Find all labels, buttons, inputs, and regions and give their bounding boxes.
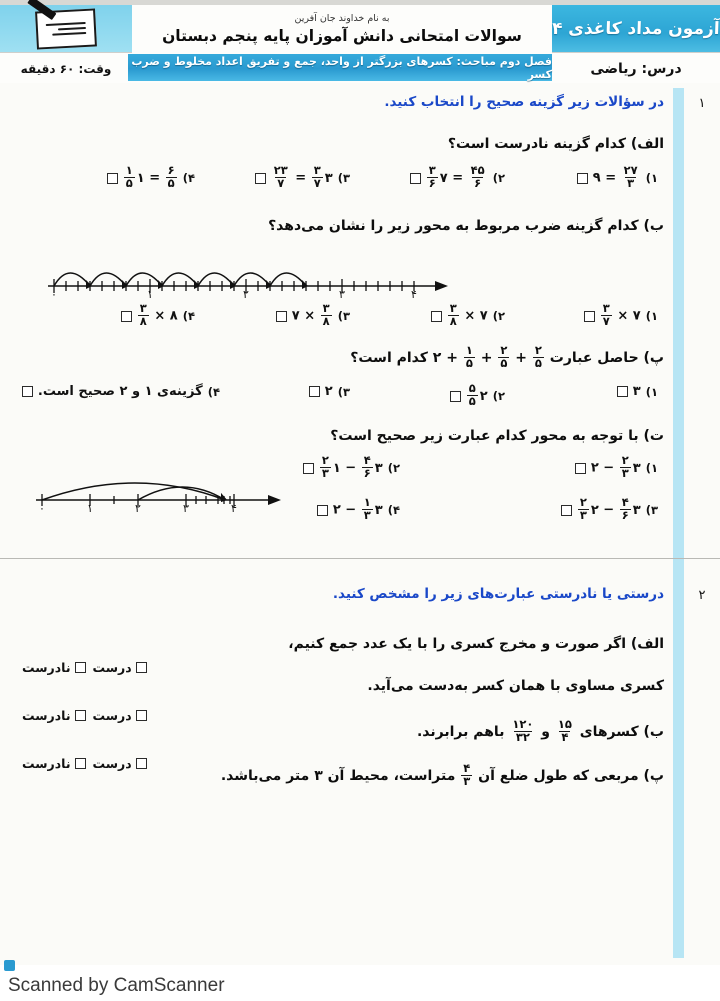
q1-part-b-label: ب) کدام گزینه ضرب مربوط به محور زیر را نشان می‌دهد؟ — [268, 218, 664, 234]
q2c-false-option[interactable] — [22, 756, 86, 771]
q2a-true-option[interactable] — [93, 660, 147, 675]
q1a-option-1-expr: $\frac{۲۷}{۳}$ = ۹ — [592, 163, 638, 190]
q1a-option-4-num: ۴) — [182, 171, 195, 185]
q1a-option-1-checkbox[interactable] — [577, 173, 588, 184]
q1a-option-2-num: ۲) — [492, 171, 505, 185]
q1b-option-4[interactable] — [121, 301, 195, 328]
q1b-option-3-num: ۳) — [337, 309, 350, 323]
q1c-option-1-num: ۱) — [645, 384, 658, 399]
q1b-option-2-checkbox[interactable] — [431, 311, 442, 322]
q1-part-d-label: ت) با توجه به محور کدام عبارت زیر صحیح است؟ — [330, 428, 664, 444]
numline1-tick-4: ۴ — [411, 288, 417, 298]
numline2-tick-1: ۱ — [87, 502, 93, 512]
q1c-option-2[interactable] — [450, 381, 505, 408]
q1a-option-3-checkbox[interactable] — [255, 173, 266, 184]
q2-part-a-truefalse — [22, 660, 147, 675]
q1d-option-2-expr: ۳ $\frac{۴}{۶}$ − ۱ $\frac{۲}{۳}$ — [321, 453, 383, 480]
q1a-option-3-num: ۳) — [337, 171, 350, 185]
numline1-tick-2: ۲ — [243, 288, 249, 298]
q1c-option-2-num: ۲) — [492, 389, 505, 403]
q1d-option-2-num: ۲) — [387, 461, 400, 475]
numline2-tick-4: ۴ — [231, 502, 237, 512]
q1a-option-4-checkbox[interactable] — [107, 173, 118, 184]
q2b-text-left: باهم برابرند. — [416, 724, 505, 740]
q1c-option-1-checkbox[interactable] — [617, 386, 628, 397]
q1a-option-3-expr: ۳ $\frac{۳}{۷}$ = $\frac{۲۳}{۷}$ — [273, 163, 333, 190]
q2c-true-checkbox[interactable] — [136, 758, 147, 769]
q2b-false-option[interactable] — [22, 708, 86, 723]
q1d-option-2[interactable] — [303, 453, 400, 480]
q2-part-b-truefalse — [22, 708, 147, 723]
q2a-false-checkbox[interactable] — [75, 662, 86, 673]
q2b-conjunction: و — [541, 724, 550, 740]
q1b-option-2-expr: ۷ × $\frac{۳}{۸}$ — [449, 301, 488, 328]
q1c-expression: $\frac{۲}{۵}$ + $\frac{۲}{۵}$ + $\frac{۱}{۵}$ + ۲ — [427, 343, 542, 370]
q1b-option-3-expr: $\frac{۳}{۸}$ × ۷ — [291, 301, 330, 328]
q2b-fraction-1: $\frac{۱۵}{۴}$ — [557, 717, 572, 744]
q1d-option-4[interactable] — [317, 495, 400, 522]
q1d-option-1-expr: ۳ $\frac{۲}{۳}$ − ۲ — [590, 453, 641, 480]
q2-part-a-line2: کسری مساوی با همان کسر به‌دست می‌آید. — [367, 678, 664, 694]
questions-area — [0, 88, 720, 958]
q1a-option-2[interactable] — [410, 163, 505, 190]
question-number-2: ۲ — [698, 588, 706, 603]
page-title: سوالات امتحانی دانش آموزان پایه پنجم دبستان — [162, 26, 522, 45]
q2b-fraction-2: $\frac{۱۲۰}{۳۲}$ — [512, 717, 534, 744]
q1a-option-2-expr: $\frac{۴۵}{۶}$ = ۷ $\frac{۳}{۶}$ — [428, 163, 485, 190]
q1b-option-3[interactable] — [276, 301, 350, 328]
q1a-option-3[interactable] — [255, 163, 350, 190]
q2-part-c-truefalse — [22, 756, 147, 771]
q2c-fraction: $\frac{۴}{۳}$ — [463, 761, 471, 788]
q1b-option-4-num: ۴) — [182, 309, 195, 323]
q1c-option-3-expr: ۲ — [324, 384, 333, 399]
numline2-tick-3: ۳ — [183, 502, 189, 512]
q2-part-a-line1: الف) اگر صورت و مخرج کسری را با یک عدد جمع کنیم، — [288, 636, 664, 652]
exam-title: آزمون مداد کاغذی ۴ — [551, 18, 720, 39]
question-1-instruction: در سؤالات زیر گزینه صحیح را انتخاب کنید. — [384, 94, 664, 110]
q1c-option-4[interactable] — [22, 384, 220, 399]
q1c-option-3-num: ۳) — [337, 384, 350, 399]
q1b-option-1-num: ۱) — [645, 309, 658, 323]
exam-title-band — [552, 5, 720, 52]
q2b-true-option[interactable] — [93, 708, 147, 723]
q1-part-a-label: الف) کدام گزینه نادرست است؟ — [447, 136, 664, 152]
q1c-option-4-checkbox[interactable] — [22, 386, 33, 397]
q2a-false-label: نادرست — [22, 660, 71, 675]
q1d-option-3-expr: ۳ $\frac{۴}{۶}$ − ۲ $\frac{۲}{۳}$ — [579, 495, 641, 522]
exam-header — [0, 5, 720, 83]
q1d-option-1[interactable] — [575, 453, 658, 480]
q1b-option-1[interactable] — [584, 301, 658, 328]
q1d-option-3-checkbox[interactable] — [561, 505, 572, 516]
q1b-option-1-expr: ۷ × $\frac{۳}{۷}$ — [602, 301, 641, 328]
q1b-option-3-checkbox[interactable] — [276, 311, 287, 322]
numline2-tick-2: ۲ — [135, 502, 141, 512]
q1a-option-4-expr: $\frac{۶}{۵}$ = ۱ $\frac{۱}{۵}$ — [125, 163, 175, 190]
q2-part-b-label — [416, 717, 664, 744]
q1-part-c-options — [0, 381, 720, 418]
q2a-true-label: درست — [92, 660, 132, 675]
q1b-option-2[interactable] — [431, 301, 505, 328]
q2c-false-label: نادرست — [22, 756, 71, 771]
question-number-1: ۱ — [698, 96, 706, 111]
q1a-option-1[interactable] — [577, 163, 658, 190]
q1c-text-left: کدام است؟ — [350, 350, 428, 366]
q1a-option-2-checkbox[interactable] — [410, 173, 421, 184]
q1b-option-4-expr: ۸ × $\frac{۳}{۸}$ — [139, 301, 178, 328]
numline1-tick-0: ۰ — [51, 288, 57, 298]
q2b-text-right: ب) کسرهای — [579, 724, 664, 740]
q2c-true-option[interactable] — [93, 756, 147, 771]
q1b-option-4-checkbox[interactable] — [121, 311, 132, 322]
q1c-option-4-num: ۴) — [207, 384, 220, 399]
q1c-option-2-checkbox[interactable] — [450, 391, 461, 402]
q2c-text-left: متراست، محیط آن ۳ متر می‌باشد. — [220, 768, 456, 784]
section-divider — [0, 558, 720, 559]
header-center — [132, 5, 552, 52]
corner-mark-icon — [4, 960, 15, 971]
q1-part-c-label — [350, 343, 664, 370]
q2a-false-option[interactable] — [22, 660, 86, 675]
q2-part-c-label — [220, 761, 664, 788]
q2a-true-checkbox[interactable] — [136, 662, 147, 673]
q1c-option-1[interactable] — [617, 384, 658, 399]
q1-part-b-options — [0, 301, 720, 338]
q1d-option-4-checkbox[interactable] — [317, 505, 328, 516]
chapter-banner: فصل دوم مباحث: کسرهای بزرگتر از واحد، جمع و تفریق اعداد مخلوط و ضرب کسر — [128, 54, 552, 81]
q1d-option-3[interactable] — [561, 495, 658, 522]
q2b-true-label: درست — [92, 708, 132, 723]
numline2-tick-0: ۰ — [39, 502, 45, 512]
q1d-option-1-num: ۱) — [645, 461, 658, 475]
q1a-option-1-num: ۱) — [645, 171, 658, 185]
bismillah-text: به نام خداوند جان آفرین — [294, 12, 390, 24]
numline1-tick-3: ۳ — [339, 288, 345, 298]
q2b-true-checkbox[interactable] — [136, 710, 147, 721]
q1c-option-2-expr: ۲ $\frac{۵}{۵}$ — [468, 381, 488, 408]
q1-part-d-options-row1 — [0, 453, 720, 490]
q1d-option-4-expr: ۳ $\frac{۱}{۳}$ − ۲ — [332, 495, 383, 522]
q1c-option-4-expr: گزینه‌ی ۱ و ۲ صحیح است. — [37, 384, 203, 399]
q1c-text-right: پ) حاصل عبارت — [549, 350, 664, 366]
q1d-option-1-checkbox[interactable] — [575, 463, 586, 474]
subject-label: درس: ریاضی — [552, 52, 720, 84]
q1c-option-1-expr: ۳ — [632, 384, 641, 399]
number-line-1 — [40, 246, 450, 298]
q1d-option-2-checkbox[interactable] — [303, 463, 314, 474]
q1d-option-3-num: ۳) — [645, 503, 658, 517]
camscanner-watermark: Scanned by CamScanner — [8, 975, 225, 996]
q2c-true-label: درست — [92, 756, 132, 771]
notebook-pencil-icon — [0, 5, 132, 52]
q2c-text-right: پ) مربعی که طول ضلع آن — [478, 768, 664, 784]
q1c-option-3-checkbox[interactable] — [309, 386, 320, 397]
q2c-false-checkbox[interactable] — [75, 758, 86, 769]
q1-part-d-options-row2 — [0, 495, 720, 532]
q2b-false-checkbox[interactable] — [75, 710, 86, 721]
q1d-option-4-num: ۴) — [387, 503, 400, 517]
time-label: وقت: ۶۰ دقیقه — [0, 52, 132, 84]
q1-part-a-options — [0, 163, 720, 200]
q1b-option-1-checkbox[interactable] — [584, 311, 595, 322]
q2b-false-label: نادرست — [22, 708, 71, 723]
q1a-option-4[interactable] — [107, 163, 195, 190]
question-2-instruction: درستی یا نادرستی عبارت‌های زیر را مشخص کنید. — [332, 586, 664, 602]
q1c-option-3[interactable] — [309, 384, 350, 399]
numline1-tick-1: ۱ — [147, 288, 153, 298]
q1b-option-2-num: ۲) — [492, 309, 505, 323]
accent-strip-q2 — [673, 559, 684, 958]
